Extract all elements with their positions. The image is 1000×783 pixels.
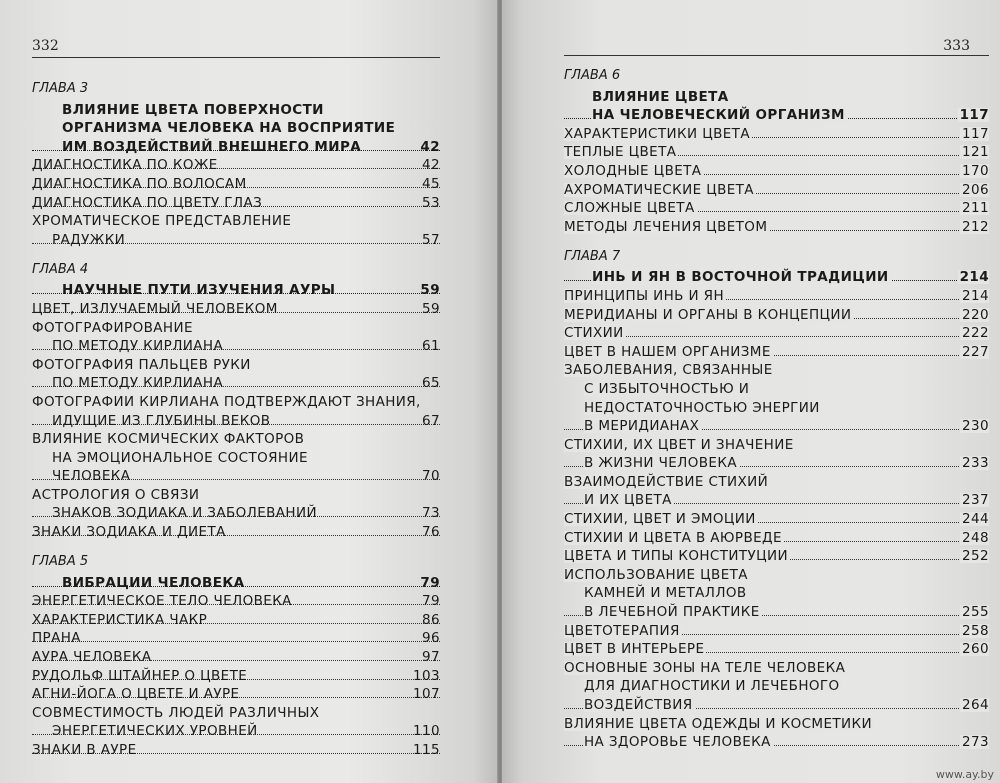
chapter-label: ГЛАВА 7 [564, 248, 621, 264]
toc-entry [564, 470, 989, 489]
toc-entry [32, 502, 440, 521]
toc-entry-title: ФОТОГРАФИЯ ПАЛЬЦЕВ РУКИ [32, 356, 251, 373]
toc-entry-page: 237 [962, 492, 989, 509]
toc-entry [32, 172, 440, 191]
toc-entry [32, 571, 440, 590]
toc-entry [32, 683, 440, 702]
toc-entry-title: ВЛИЯНИЕ КОСМИЧЕСКИХ ФАКТОРОВ [32, 431, 305, 448]
toc-entry-title: СОВМЕСТИМОСТЬ ЛЮДЕЙ РАЗЛИЧНЫХ [32, 704, 320, 721]
right-page [502, 0, 1000, 783]
toc-entry-title: ЗАБОЛЕВАНИЯ, СВЯЗАННЫЕ [564, 362, 773, 379]
toc-entry-page: 67 [422, 412, 440, 429]
toc-entry [564, 675, 989, 694]
toc-entry-title: СЛОЖНЫЕ ЦВЕТА [564, 200, 695, 217]
toc-entry [564, 377, 989, 396]
left-page [0, 0, 498, 783]
toc-entry-page: 214 [959, 269, 989, 286]
toc-entry-title: ВЛИЯНИЕ ЦВЕТА ПОВЕРХНОСТИ [62, 101, 324, 118]
toc-entry-title: ДИАГНОСТИКА ПО ВОЛОСАМ [32, 175, 247, 192]
toc-entry-page: 214 [962, 287, 989, 304]
toc-entry [32, 372, 440, 391]
toc-entry-page: 248 [962, 529, 989, 546]
toc-entry-title: ФОТОГРАФИИ КИРЛИАНА ПОДТВЕРЖДАЮТ ЗНАНИЯ, [32, 393, 421, 410]
toc-entry-page: 42 [422, 157, 440, 174]
toc-entry [564, 104, 989, 123]
toc-entry-page: 110 [413, 723, 440, 740]
toc-entry-page: 79 [422, 593, 440, 610]
toc-entry [564, 731, 989, 750]
toc-entry-title: С ИЗБЫТОЧНОСТЬЮ И [584, 380, 750, 397]
toc-entry-page: 59 [422, 300, 440, 317]
toc-entry [32, 664, 440, 683]
toc-entry [32, 409, 440, 428]
toc-entry-title: ХРОМАТИЧЕСКОЕ ПРЕДСТАВЛЕНИЕ [32, 213, 292, 230]
table-of-contents-left [32, 76, 440, 757]
toc-entry-title: АГНИ-ЙОГА О ЦВЕТЕ И АУРЕ [32, 686, 240, 703]
toc-entry [32, 135, 440, 154]
toc-entry-title: СТИХИИ, ЦВЕТ И ЭМОЦИИ [564, 511, 756, 528]
toc-entry [32, 701, 440, 720]
toc-entry-title: ХАРАКТЕРИСТИКИ ЦВЕТА [564, 125, 750, 142]
toc-entry [564, 712, 989, 731]
toc-entry-title: ЧЕЛОВЕКА [52, 468, 131, 485]
toc-entry [32, 316, 440, 335]
toc-entry-title: МЕРИДИАНЫ И ОРГАНЫ В КОНЦЕПЦИИ [564, 306, 852, 323]
toc-entry-title: ДЛЯ ДИАГНОСТИКИ И ЛЕЧЕБНОГО [584, 678, 840, 695]
toc-entry-title: НЕДОСТАТОЧНОСТЬЮ ЭНЕРГИИ [584, 399, 820, 416]
toc-entry [32, 590, 440, 609]
toc-entry [564, 656, 989, 675]
toc-entry [564, 178, 989, 197]
toc-entry [32, 446, 440, 465]
toc-entry [32, 483, 440, 502]
toc-entry [32, 720, 440, 739]
toc-entry-title: ЗНАКИ В АУРЕ [32, 742, 137, 758]
toc-entry-title: ПРИНЦИПЫ ИНЬ И ЯН [564, 287, 724, 304]
toc-entry [32, 297, 440, 316]
toc-entry-title: ПО МЕТОДУ КИРЛИАНА [52, 338, 224, 355]
toc-entry [564, 85, 989, 104]
toc-entry-title: РАДУЖКИ [52, 231, 126, 248]
toc-entry-title: ТЕПЛЫЕ ЦВЕТА [564, 144, 677, 161]
toc-entry-page: 227 [962, 343, 989, 360]
toc-entry-title: ОРГАНИЗМА ЧЕЛОВЕКА НА ВОСПРИЯТИЕ [62, 120, 396, 137]
toc-entry [564, 507, 989, 526]
toc-entry [564, 545, 989, 564]
toc-entry [32, 191, 440, 210]
toc-entry [564, 284, 989, 303]
toc-entry-title: ЦВЕТ, ИЗЛУЧАЕМЫЙ ЧЕЛОВЕКОМ [32, 300, 278, 317]
toc-entry-page: 244 [962, 511, 989, 528]
toc-entry [564, 600, 989, 619]
toc-entry-title: ЦВЕТА И ТИПЫ КОНСТИТУЦИИ [564, 548, 789, 565]
toc-entry-page: 86 [422, 611, 440, 628]
header-rule [564, 55, 989, 56]
toc-entry-title: МЕТОДЫ ЛЕЧЕНИЯ ЦВЕТОМ [564, 218, 768, 235]
toc-entry [32, 738, 440, 757]
toc-entry-title: СТИХИИ [564, 325, 624, 342]
toc-entry-page: 65 [422, 375, 440, 392]
toc-entry-title: ФОТОГРАФИРОВАНИЕ [32, 319, 193, 336]
toc-entry [32, 279, 440, 298]
chapter-label: ГЛАВА 3 [32, 81, 89, 96]
toc-entry-title: АУРА ЧЕЛОВЕКА [32, 649, 152, 666]
toc-entry [564, 303, 989, 322]
toc-entry [32, 627, 440, 646]
toc-entry [564, 266, 989, 285]
toc-entry-page: 260 [962, 641, 989, 658]
toc-entry-page: 121 [962, 144, 989, 161]
toc-entry-page: 206 [962, 181, 989, 198]
toc-entry-page: 45 [422, 175, 440, 192]
toc-entry [32, 98, 440, 117]
toc-entry [564, 693, 989, 712]
toc-entry-page: 273 [962, 734, 989, 751]
toc-entry [564, 122, 989, 141]
toc-entry-page: 230 [962, 418, 989, 435]
toc-entry-title: ОСНОВНЫЕ ЗОНЫ НА ТЕЛЕ ЧЕЛОВЕКА [564, 659, 846, 676]
toc-entry [32, 520, 440, 539]
table-of-contents-right [564, 63, 989, 749]
toc-entry-title: В МЕРИДИАНАХ [584, 418, 700, 435]
toc-entry [32, 117, 440, 136]
toc-entry-page: 212 [962, 218, 989, 235]
header-rule [32, 57, 440, 58]
toc-entry-page: 61 [422, 338, 440, 355]
toc-entry [564, 526, 989, 545]
toc-entry-page: 57 [422, 231, 440, 248]
toc-entry [32, 390, 440, 409]
toc-entry-page: 115 [413, 742, 440, 758]
toc-entry-title: НА ЗДОРОВЬЕ ЧЕЛОВЕКА [584, 734, 771, 751]
toc-entry [32, 154, 440, 173]
toc-entry-title: ЦВЕТ В ИНТЕРЬЕРЕ [564, 641, 705, 658]
toc-entry-page: 264 [962, 697, 989, 713]
toc-entry-page: 252 [962, 548, 989, 565]
toc-entry [564, 340, 989, 359]
chapter-label: ГЛАВА 5 [32, 554, 89, 570]
toc-entry [564, 563, 989, 582]
toc-entry-page: 117 [959, 107, 989, 124]
toc-entry-title: ИНЬ И ЯН В ВОСТОЧНОЙ ТРАДИЦИИ [592, 269, 889, 286]
toc-entry [564, 433, 989, 452]
toc-entry-title: АСТРОЛОГИЯ О СВЯЗИ [32, 486, 200, 503]
toc-entry-page: 70 [422, 468, 440, 485]
toc-entry-title: ВЛИЯНИЕ ЦВЕТА ОДЕЖДЫ И КОСМЕТИКИ [564, 715, 873, 732]
toc-entry [564, 159, 989, 178]
toc-entry-title: ИСПОЛЬЗОВАНИЕ ЦВЕТА [564, 566, 748, 583]
toc-entry [564, 215, 989, 234]
toc-entry [564, 322, 989, 341]
toc-entry-title: ХОЛОДНЫЕ ЦВЕТА [564, 162, 702, 179]
toc-entry-page: 233 [962, 455, 989, 472]
toc-entry [564, 415, 989, 434]
toc-entry-page: 255 [962, 604, 989, 621]
toc-entry [564, 638, 989, 657]
toc-entry-page: 103 [413, 667, 440, 684]
toc-entry-title: ВЛИЯНИЕ ЦВЕТА [592, 88, 729, 105]
toc-entry [32, 428, 440, 447]
toc-entry-page: 96 [422, 630, 440, 647]
watermark-text: www.ay.by [935, 768, 994, 781]
toc-entry-page: 73 [422, 505, 440, 522]
toc-entry [564, 396, 989, 415]
toc-entry-title: КАМНЕЙ И МЕТАЛЛОВ [584, 585, 747, 602]
toc-entry-title: СТИХИИ, ИХ ЦВЕТ И ЗНАЧЕНИЕ [564, 436, 794, 453]
toc-entry [564, 582, 989, 601]
toc-entry-title: НА ЭМОЦИОНАЛЬНОЕ СОСТОЯНИЕ [52, 449, 308, 466]
page-number: 332 [32, 38, 59, 54]
toc-entry [32, 465, 440, 484]
toc-entry-page: 76 [422, 524, 440, 541]
toc-entry-title: ЗНАКИ ЗОДИАКА И ДИЕТА [32, 524, 226, 541]
page-number: 333 [943, 38, 970, 54]
toc-entry [32, 353, 440, 372]
toc-entry-title: ДИАГНОСТИКА ПО ЦВЕТУ ГЛАЗ [32, 194, 263, 211]
toc-entry [32, 608, 440, 627]
toc-entry-title: ЭНЕРГЕТИЧЕСКИХ УРОВНЕЙ [52, 723, 258, 740]
toc-entry-page: 117 [962, 125, 989, 142]
toc-entry-title: В ЛЕЧЕБНОЙ ПРАКТИКЕ [584, 604, 760, 621]
toc-entry-page: 258 [962, 622, 989, 639]
toc-entry-title: СТИХИИ И ЦВЕТА В АЮРВЕДЕ [564, 529, 782, 546]
toc-entry-page: 79 [420, 574, 440, 591]
toc-entry-title: ХАРАКТЕРИСТИКА ЧАКР [32, 611, 208, 628]
toc-entry-page: 42 [420, 138, 440, 155]
toc-entry-title: РУДОЛЬФ ШТАЙНЕР О ЦВЕТЕ [32, 667, 248, 684]
toc-entry-title: НА ЧЕЛОВЕЧЕСКИЙ ОРГАНИЗМ [592, 107, 845, 124]
toc-entry-title: ИДУЩИЕ ИЗ ГЛУБИНЫ ВЕКОВ [52, 412, 271, 429]
toc-entry-title: ПРАНА [32, 630, 81, 647]
toc-entry [32, 210, 440, 229]
toc-entry [32, 228, 440, 247]
toc-entry-title: АХРОМАТИЧЕСКИЕ ЦВЕТА [564, 181, 754, 198]
toc-entry [32, 335, 440, 354]
chapter-label: ГЛАВА 4 [32, 261, 89, 277]
toc-entry-title: ДИАГНОСТИКА ПО КОЖЕ [32, 157, 218, 174]
toc-entry-title: И ИХ ЦВЕТА [584, 492, 672, 509]
toc-entry-title: В ЖИЗНИ ЧЕЛОВЕКА [584, 455, 737, 472]
toc-entry-page: 97 [422, 649, 440, 666]
toc-entry-page: 170 [962, 162, 989, 179]
toc-entry [564, 452, 989, 471]
toc-entry-page: 107 [413, 686, 440, 703]
toc-entry-title: ПО МЕТОДУ КИРЛИАНА [52, 375, 224, 392]
toc-entry-title: ИМ ВОЗДЕЙСТВИЙ ВНЕШНЕГО МИРА [62, 138, 362, 155]
toc-entry-title: НАУЧНЫЕ ПУТИ ИЗУЧЕНИЯ АУРЫ [62, 282, 336, 299]
toc-entry-title: ЗНАКОВ ЗОДИАКА И ЗАБОЛЕВАНИЙ [52, 505, 317, 522]
toc-entry-page: 222 [962, 325, 989, 342]
toc-entry-title: ЭНЕРГЕТИЧЕСКОЕ ТЕЛО ЧЕЛОВЕКА [32, 593, 292, 610]
toc-entry-title: ВОЗДЕЙСТВИЯ [584, 697, 693, 713]
toc-entry-title: ЦВЕТ В НАШЕМ ОРГАНИЗМЕ [564, 343, 771, 360]
chapter-label: ГЛАВА 6 [564, 68, 621, 83]
toc-entry-page: 53 [422, 194, 440, 211]
toc-entry-page: 220 [962, 306, 989, 323]
toc-entry-title: ВИБРАЦИИ ЧЕЛОВЕКА [62, 574, 245, 591]
toc-entry-title: ВЗАИМОДЕЙСТВИЕ СТИХИЙ [564, 473, 769, 490]
toc-entry-page: 211 [962, 200, 989, 217]
toc-entry [564, 197, 989, 216]
toc-entry [32, 645, 440, 664]
toc-entry-title: ЦВЕТОТЕРАПИЯ [564, 622, 680, 639]
toc-entry [564, 359, 989, 378]
toc-entry [564, 141, 989, 160]
toc-entry [564, 619, 989, 638]
toc-entry-page: 59 [420, 282, 440, 299]
toc-entry [564, 489, 989, 508]
